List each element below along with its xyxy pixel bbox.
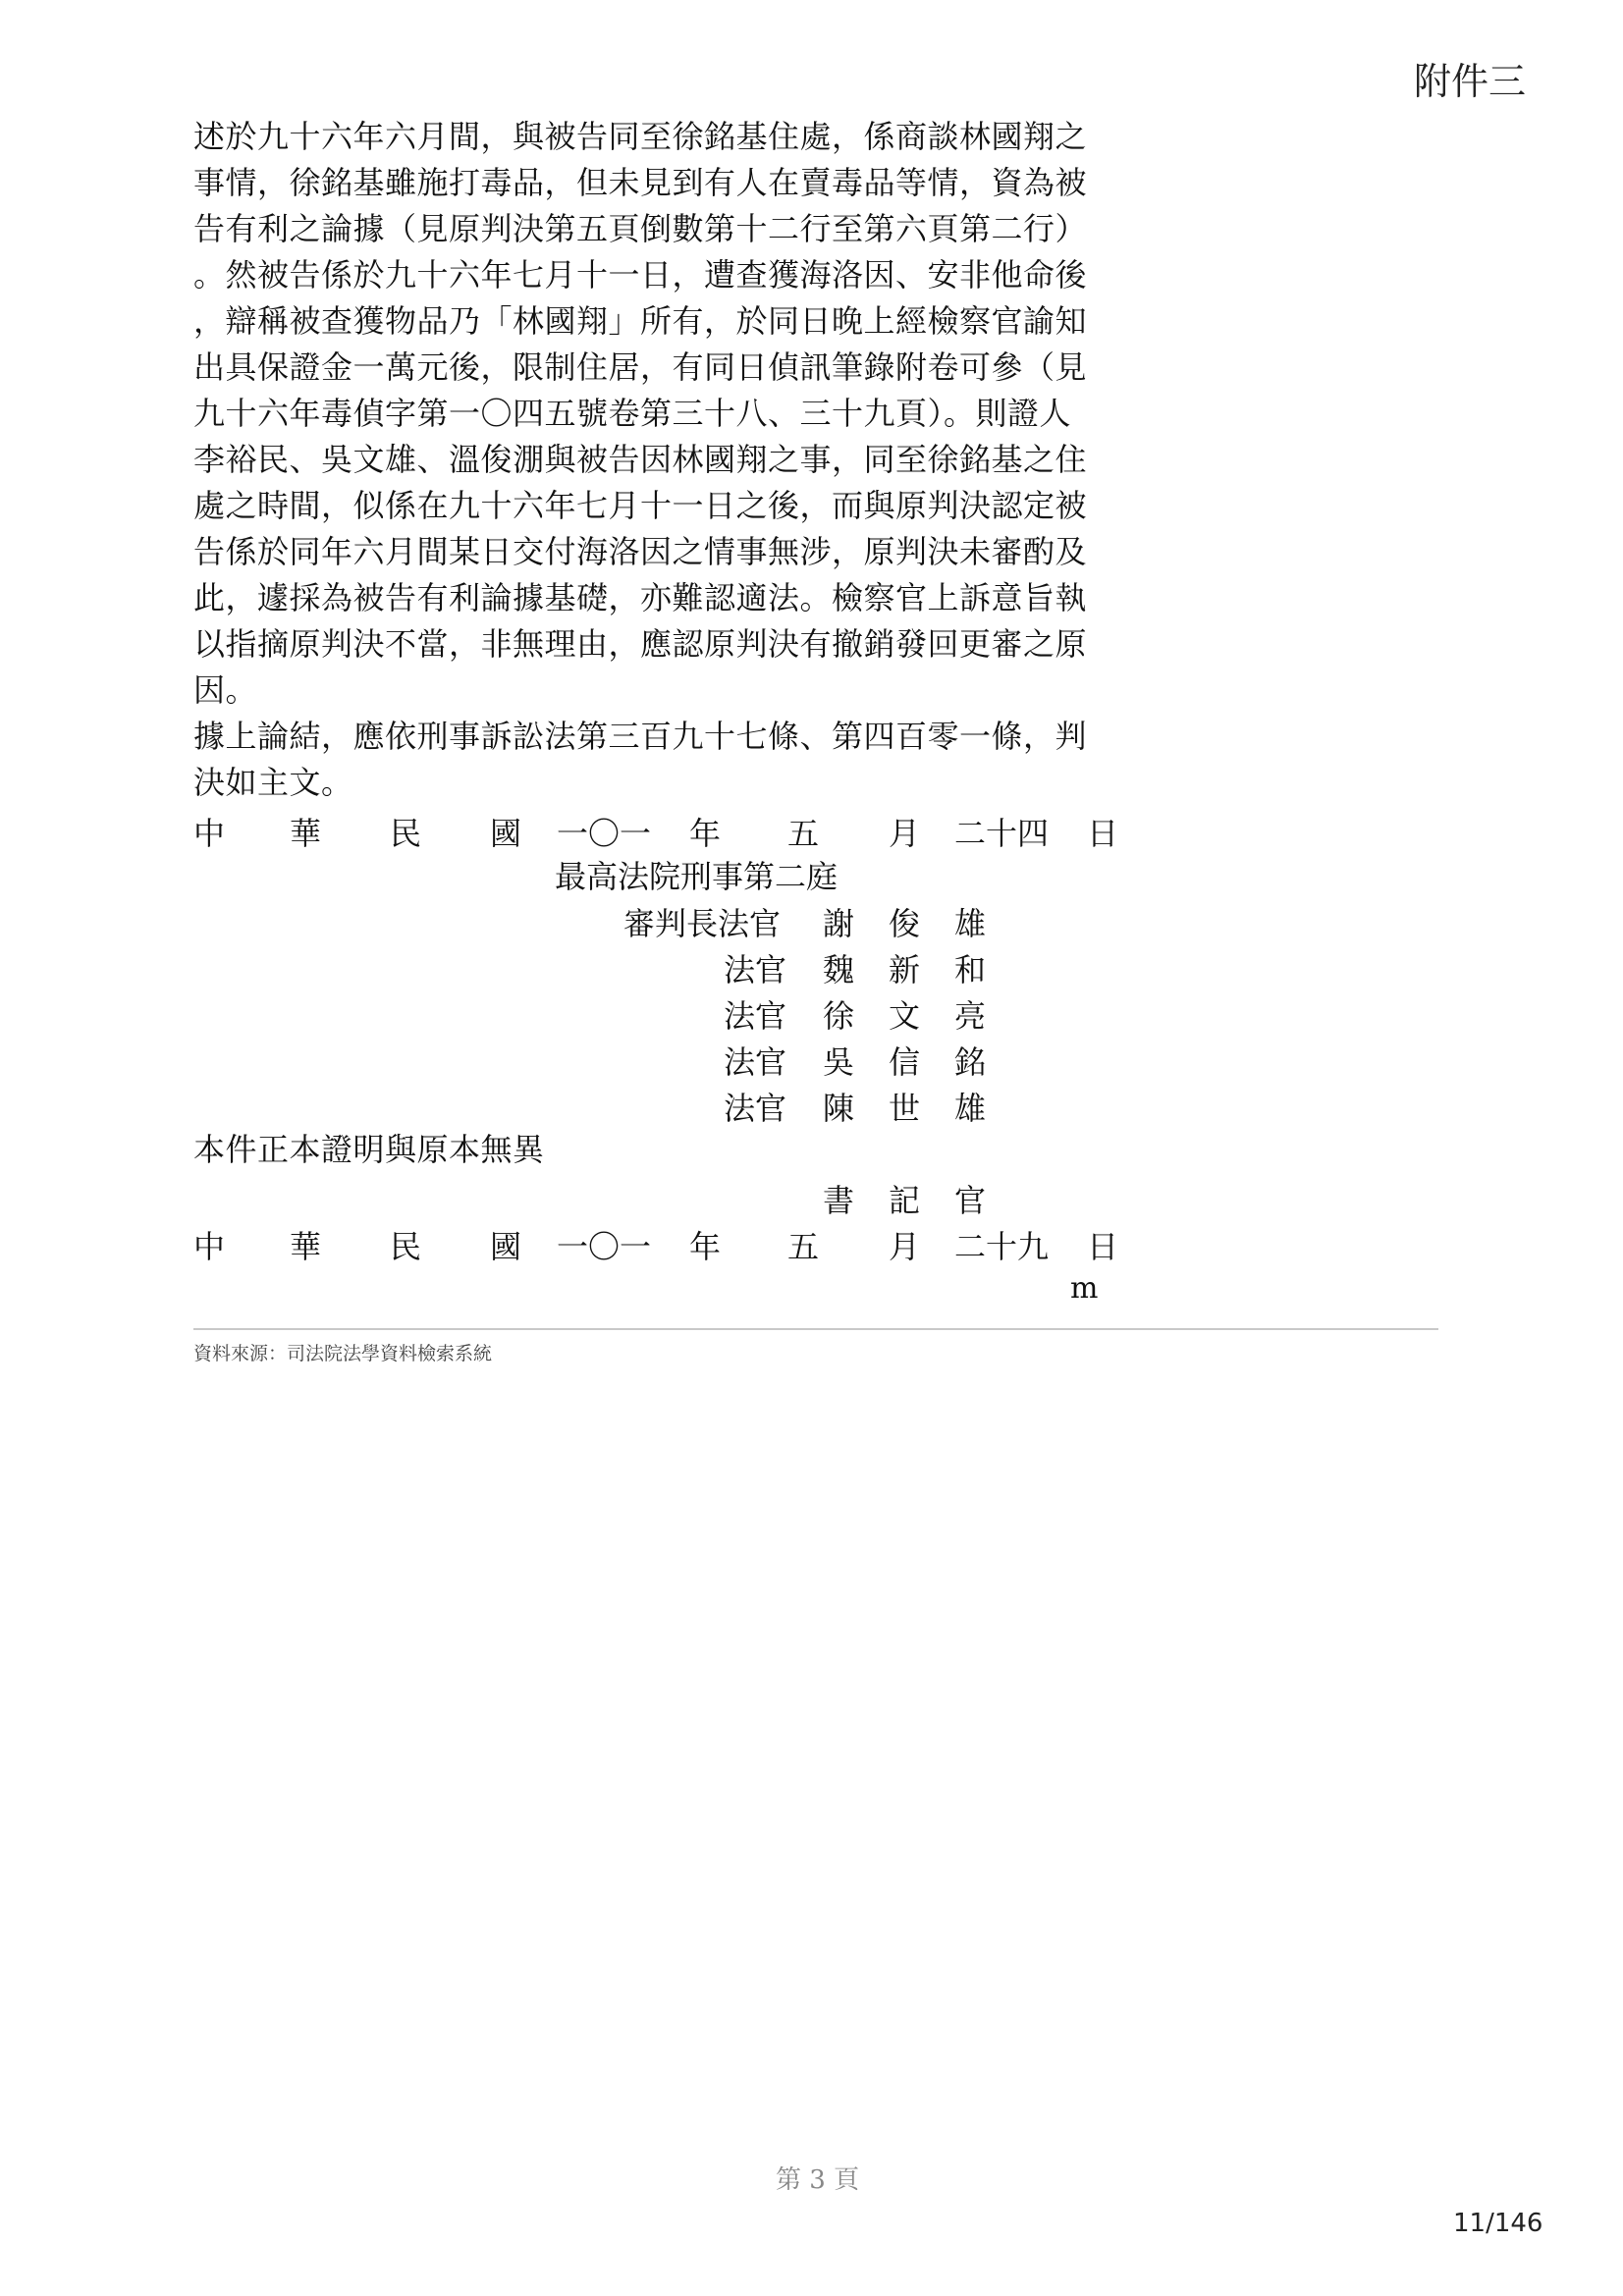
judge-name-char: 謝 <box>823 905 855 942</box>
judge-name-char: 新 <box>889 951 921 988</box>
clerk-title-char: 記 <box>889 1182 921 1219</box>
judgment-date <box>193 809 1126 852</box>
judge-row <box>0 945 1080 988</box>
date-char: 中 <box>193 1228 226 1265</box>
date-char: 國 <box>490 815 522 852</box>
judge-row <box>0 899 1080 942</box>
body-line: 告係於同年六月間某日交付海洛因之情事無涉，原判決未審酌及 <box>193 533 1088 570</box>
body-line: 。然被告係於九十六年七月十一日，遭查獲海洛因、安非他命後 <box>193 256 1088 294</box>
judge-row <box>0 991 1080 1035</box>
body-line: 此，遽採為被告有利論據基礎，亦難認適法。檢察官上訴意旨執 <box>193 579 1088 616</box>
judge-title: 法官 <box>724 1043 787 1081</box>
body-line: 處之時間，似係在九十六年七月十一日之後，而與原判決認定被 <box>193 487 1088 524</box>
date-char: 華 <box>290 815 322 852</box>
date-char: 民 <box>390 815 422 852</box>
date-month: 五 <box>787 1228 820 1265</box>
body-line: 事情，徐銘基雖施打毒品，但未見到有人在賣毒品等情，資為被 <box>193 164 1088 201</box>
judge-name-char: 魏 <box>823 951 855 988</box>
body-line: 以指摘原判決不當，非無理由，應認原判決有撤銷發回更審之原 <box>193 625 1088 663</box>
judge-name-char: 亮 <box>954 997 987 1035</box>
page-label: 第 3 頁 <box>776 2165 860 2195</box>
date-char: 日 <box>1087 815 1119 852</box>
body-line: 據上論結，應依刑事訴訟法第三百九十七條、第四百零一條，判 <box>193 718 1088 755</box>
date-char: 國 <box>490 1228 522 1265</box>
clerk-row <box>0 1176 1080 1219</box>
judge-row <box>0 1084 1080 1127</box>
judge-name-char: 雄 <box>954 1090 987 1127</box>
judge-title: 審判長法官 <box>623 905 782 942</box>
judge-name-char: 銘 <box>954 1043 987 1081</box>
page-count: 11/146 <box>1453 2209 1543 2238</box>
date-char: 華 <box>290 1228 322 1265</box>
judge-name-char: 世 <box>889 1090 921 1127</box>
body-line: 因。 <box>193 671 258 709</box>
date-char: 日 <box>1087 1228 1119 1265</box>
body-line: 告有利之論據（見原判決第五頁倒數第十二行至第六頁第二行） <box>193 210 1088 247</box>
date-char: 年 <box>689 1228 722 1265</box>
judge-name-char: 吳 <box>823 1043 855 1081</box>
date-char: 月 <box>889 1228 921 1265</box>
judge-name-char: 徐 <box>823 997 855 1035</box>
judge-name-char: 陳 <box>823 1090 855 1127</box>
date-char: 月 <box>889 815 921 852</box>
clerk-title-char: 官 <box>954 1182 987 1219</box>
judge-name-char: 雄 <box>954 905 987 942</box>
date-char: 民 <box>390 1228 422 1265</box>
body-line: 出具保證金一萬元後，限制住居，有同日偵訊筆錄附卷可參（見 <box>193 348 1088 386</box>
judge-title: 法官 <box>724 1090 787 1127</box>
date-day: 二十九 <box>954 1228 1050 1265</box>
date-char: 年 <box>689 815 722 852</box>
court-name: 最高法院刑事第二庭 <box>555 858 839 895</box>
annex-label: 附件三 <box>1414 60 1527 103</box>
judge-name-char: 俊 <box>889 905 921 942</box>
judge-title: 法官 <box>724 951 787 988</box>
clerk-title-char: 書 <box>823 1182 855 1219</box>
footer-divider <box>193 1328 1438 1330</box>
date-year: 一〇一 <box>557 815 652 852</box>
trailing-mark: m <box>1070 1271 1099 1306</box>
source-note: 資料來源：司法院法學資料檢索系統 <box>193 1343 493 1364</box>
judge-name-char: 和 <box>954 951 987 988</box>
body-line: ，辯稱被查獲物品乃「林國翔」所有，於同日晚上經檢察官諭知 <box>193 302 1088 340</box>
judge-row <box>0 1038 1080 1081</box>
certification-text: 本件正本證明與原本無異 <box>193 1131 545 1168</box>
body-line: 決如主文。 <box>193 764 353 801</box>
date-year: 一〇一 <box>557 1228 652 1265</box>
date-day: 二十四 <box>954 815 1050 852</box>
issue-date <box>193 1222 1126 1265</box>
date-char: 中 <box>193 815 226 852</box>
date-month: 五 <box>787 815 820 852</box>
body-line: 李裕民、吳文雄、溫俊淜與被告因林國翔之事，同至徐銘基之住 <box>193 441 1088 478</box>
judge-title: 法官 <box>724 997 787 1035</box>
judge-name-char: 信 <box>889 1043 921 1081</box>
body-line: 述於九十六年六月間，與被告同至徐銘基住處，係商談林國翔之 <box>193 118 1088 155</box>
judge-name-char: 文 <box>889 997 921 1035</box>
body-line: 九十六年毒偵字第一〇四五號卷第三十八、三十九頁）。則證人 <box>193 395 1072 432</box>
